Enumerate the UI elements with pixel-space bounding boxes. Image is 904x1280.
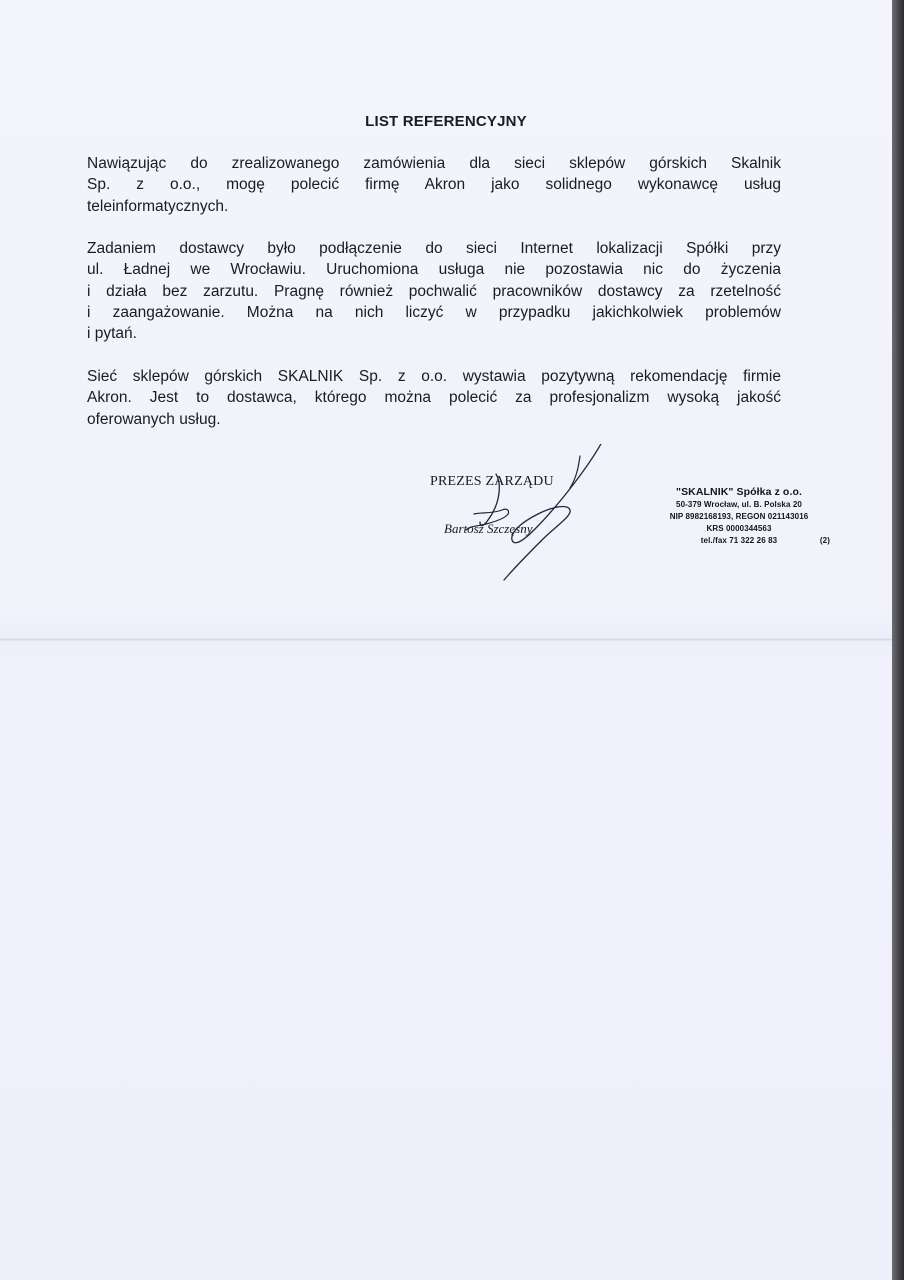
- paragraph-line: i działa bez zarzutu. Pragnę również pochwalić pracowników dostawcy za rzetelność: [87, 282, 781, 300]
- company-stamp: [624, 485, 854, 547]
- paragraph-line: Sp. z o.o., mogę polecić firmę Akron jako solidnego wykonawcę usług: [87, 176, 781, 194]
- stamp-address: 50-379 Wrocław, ul. B. Polska 20: [676, 500, 802, 509]
- paragraph-line: Nawiązując do zrealizowanego zamówienia dla sieci sklepów górskich Skalnik: [87, 155, 781, 172]
- scan-edge: [892, 0, 904, 1280]
- paragraph-line: Zadaniem dostawcy było podłączenie do sieci Internet lokalizacji Spółki przy: [87, 240, 781, 257]
- stamp-number: (2): [819, 536, 830, 545]
- paragraph-line: ul. Ładnej we Wrocławiu. Uruchomiona usługa nie pozostawia nic do życzenia: [87, 261, 781, 279]
- paragraph-line: Akron. Jest to dostawca, którego można polecić za profesjonalizm wysoką jakość: [87, 389, 781, 407]
- document-title: LIST REFERENCYJNY: [365, 113, 527, 130]
- stamp-ids: NIP 8982168193, REGON 021143016: [669, 512, 809, 521]
- paper-fold: [0, 638, 892, 641]
- paragraph-line: Sieć sklepów górskich SKALNIK Sp. z o.o. wystawia pozytywną rekomendację firmie: [87, 368, 781, 385]
- paragraph-line: i pytań.: [87, 325, 137, 343]
- stamp-company-name: "SKALNIK" Spółka z o.o.: [675, 486, 802, 498]
- stamp-krs: KRS 0000344563: [706, 524, 772, 533]
- stamp-phone-row: [624, 535, 854, 547]
- paragraph-1: [87, 153, 781, 217]
- stamp-phone: tel./fax 71 322 26 83: [700, 536, 778, 545]
- paragraph-line: teleinformatycznych.: [87, 197, 229, 215]
- paragraph-line: oferowanych usług.: [87, 410, 221, 428]
- paragraph-line: i zaangażowanie. Można na nich liczyć w przypadku jakichkolwiek problemów: [87, 303, 781, 321]
- signature-title: PREZES ZARZĄDU: [430, 474, 554, 489]
- signature-block: [430, 474, 610, 584]
- paragraph-2: [87, 238, 781, 344]
- paragraph-3: [87, 366, 781, 430]
- handwritten-signature: [430, 444, 620, 584]
- signatory-name: Bartosz Szczęsny: [444, 521, 533, 536]
